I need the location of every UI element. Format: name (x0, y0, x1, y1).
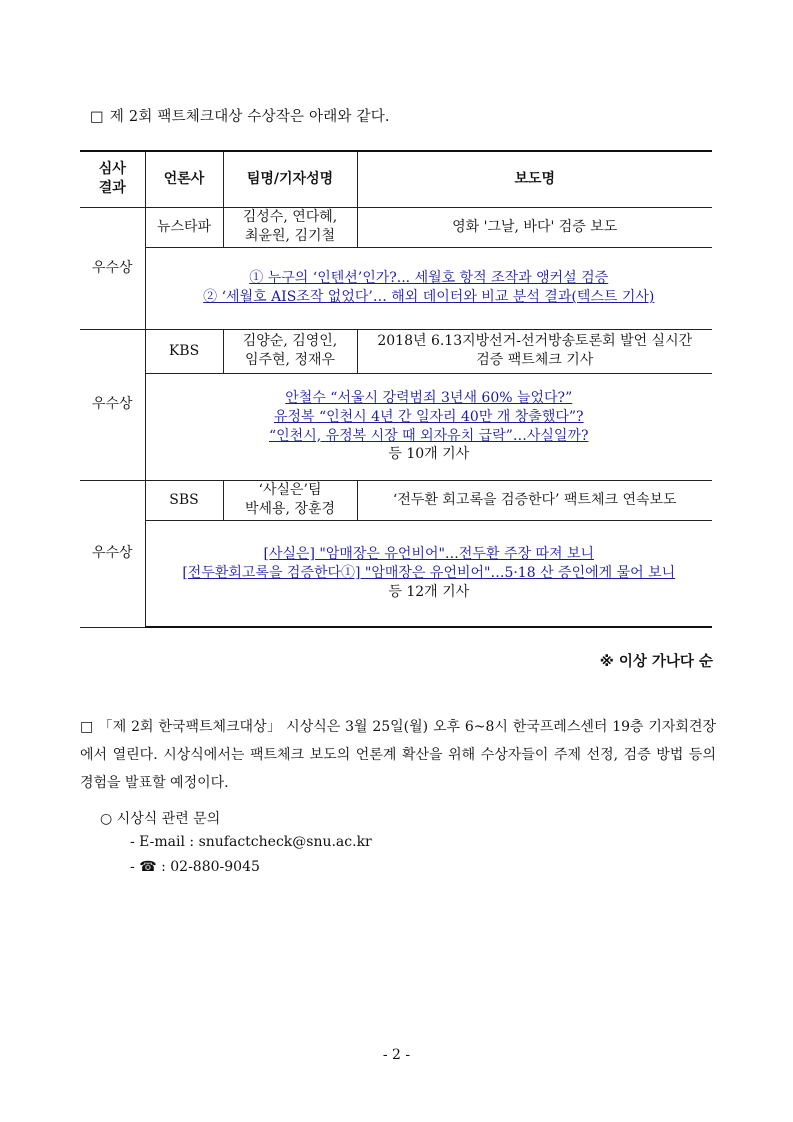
header-team: 팀명/기자성명 (223, 151, 357, 207)
awards-table (80, 150, 712, 628)
title-line: 2018년 6.13지방선거-선거방송토론회 발언 실시간 (377, 333, 693, 350)
outlet-name: KBS (145, 329, 223, 373)
article-link[interactable]: [사실은] "암매장은 유언비어"…전두환 주장 따져 보니 (263, 545, 595, 562)
title-line: 검증 팩트체크 기사 (476, 352, 594, 368)
team-members (223, 207, 357, 247)
order-note: ※ 이상 가나다 순 (599, 654, 713, 670)
article-link[interactable]: ② ‘세월호 AIS조작 없었다’… 해외 데이터와 비교 분석 결과(텍스트 기사) (203, 289, 655, 305)
header-title: 보도명 (357, 151, 712, 207)
square-bullet-icon: □ (90, 109, 104, 125)
award-result: 우수상 (80, 207, 145, 329)
table-row (80, 207, 712, 247)
table-row (80, 480, 712, 520)
report-title (357, 329, 712, 373)
team-line: 김성수, 연다혜, (242, 209, 338, 226)
article-link[interactable]: ① 누구의 ‘인텐션’인가?... 세월호 항적 조작과 앵커설 검증 (249, 270, 609, 287)
inquiry-title: ○ 시상식 관련 문의 (100, 811, 221, 827)
article-link[interactable]: 유정복 “인천시 4년 간 일자리 40만 개 창출했다”? (273, 408, 584, 425)
phone-icon: ☎ (139, 859, 157, 875)
phone-dash: - (130, 859, 140, 875)
team-line: 김양순, 김영인, (242, 333, 338, 350)
article-link[interactable]: 안철수 “서울시 강력범죄 3년새 60% 늘었다?” (285, 389, 573, 406)
table-row-links (80, 520, 712, 627)
award-result: 우수상 (80, 480, 145, 627)
team-line: 최윤원, 김기철 (244, 228, 336, 244)
team-members (223, 329, 357, 373)
team-line: 임주현, 정재우 (244, 352, 336, 368)
page-number: - 2 - (382, 1047, 411, 1063)
article-count: 등 10개 기사 (388, 446, 470, 463)
article-link[interactable]: “인천시, 유정복 시장 때 외자유치 급락”…사실일까? (269, 427, 589, 444)
article-links (145, 520, 712, 627)
table-row (80, 329, 712, 373)
title-line: ‘전두환 회고록을 검증한다’ 팩트체크 연속보도 (392, 491, 677, 508)
heading-text: 제 2회 팩트체크대상 수상작은 아래와 같다. (109, 109, 390, 125)
article-links (145, 373, 712, 480)
report-title (357, 480, 712, 520)
header-result-line: 심사 (98, 161, 126, 178)
outlet-name: 뉴스타파 (145, 207, 223, 247)
table-row-links (80, 373, 712, 480)
section-heading (90, 105, 390, 126)
phone-number: : 02-880-9045 (156, 859, 260, 875)
team-line: ‘사실은’팀 (258, 482, 322, 499)
award-result: 우수상 (80, 329, 145, 480)
header-outlet: 언론사 (145, 151, 223, 207)
article-count: 등 12개 기사 (388, 583, 470, 600)
header-result (80, 151, 145, 207)
article-links (145, 247, 712, 329)
ceremony-paragraph: □ 「제 2회 한국팩트체크대상」 시상식은 3월 25일(월) 오후 6~8시 한국프레스센터 19층 기자회견장에서 열린다. 시상식에서는 팩트체크 보도의 언론계 확산을 위해 수상자들이 주제 선정, 검증 방법 등의 경험을 발표할 예정이다. (80, 719, 716, 791)
team-line: 박세용, 장훈경 (244, 501, 336, 517)
table-header-row (80, 151, 712, 207)
header-result-line: 결과 (98, 180, 126, 197)
title-line: 영화 '그날, 바다' 검증 보도 (452, 218, 618, 235)
article-link[interactable]: [전두환회고록을 검증한다①] "암매장은 유언비어"…5·18 산 증인에게 물어 보니 (182, 564, 676, 581)
outlet-name: SBS (145, 480, 223, 520)
team-members (223, 480, 357, 520)
report-title (357, 207, 712, 247)
inquiry-email: - E-mail : snufactcheck@snu.ac.kr (130, 834, 372, 850)
inquiry-phone (130, 859, 260, 875)
table-row-links (80, 247, 712, 329)
